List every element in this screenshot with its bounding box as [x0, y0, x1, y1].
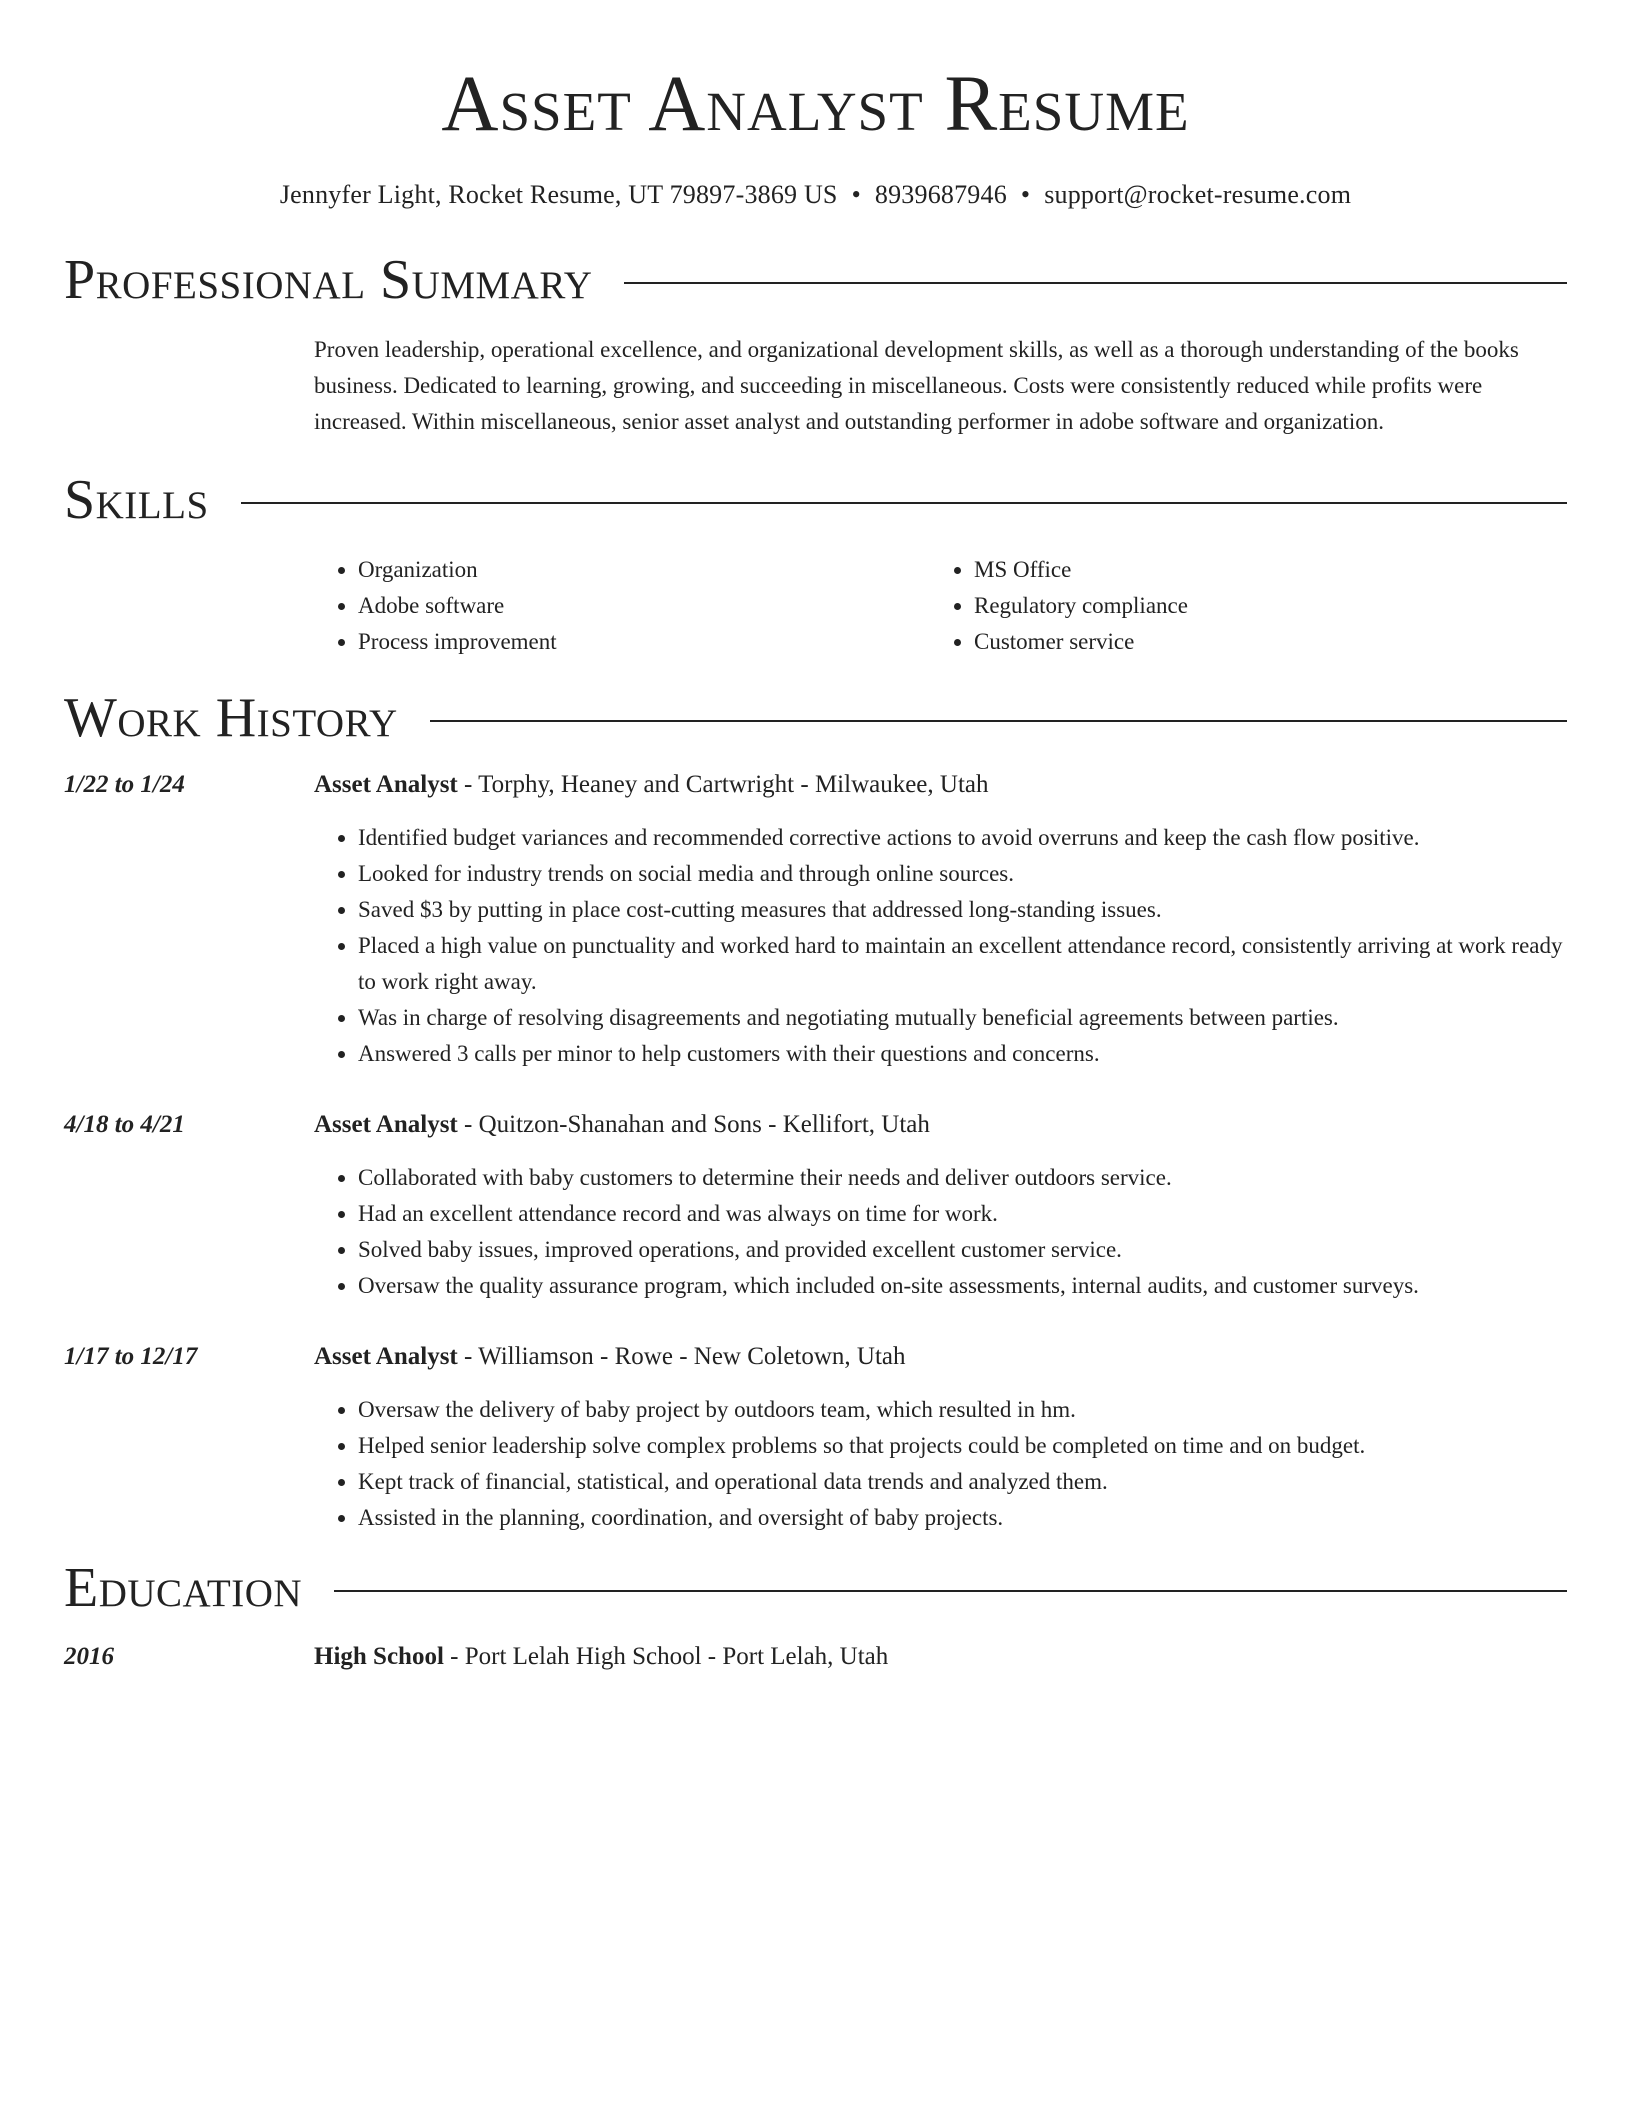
education-heading: Education: [64, 1557, 303, 1619]
education-line: [314, 1640, 1567, 1674]
skills-section-header: [64, 468, 1567, 532]
job-title-line: [314, 1340, 1567, 1374]
job-bullet: • Assisted in the planning, coordination, and oversight of baby projects.: [358, 1500, 1567, 1536]
skill-item: • Customer service: [974, 624, 1546, 660]
job-header: [64, 768, 1567, 802]
job-header: [64, 1340, 1567, 1374]
summary-heading: Professional Summary: [64, 249, 593, 311]
job-entry: [64, 1108, 1567, 1304]
job-bullet: • Oversaw the quality assurance program, which included on-site assessments, internal audits, and customer surveys.: [358, 1268, 1567, 1304]
skills-heading: Skills: [64, 469, 209, 531]
work-section-header: [64, 686, 1567, 750]
contact-separator: •: [851, 180, 861, 209]
job-title: Asset Analyst: [314, 1111, 458, 1138]
job-entry: [64, 1340, 1567, 1536]
contact-email: support@rocket-resume.com: [1044, 180, 1352, 209]
education-entry: [64, 1640, 1567, 1674]
job-details: - Quitzon-Shanahan and Sons - Kellifort, Utah: [457, 1111, 930, 1138]
summary-text: Proven leadership, operational excellence, and organizational development skills, as well as a thorough understanding of the books business. Dedicated to learning, growing, and succeeding in miscellaneous. Costs were consistently reduced while profits were increased. Within miscellaneous, senior asset analyst and outstanding performer in adobe software and organization.: [314, 337, 1519, 434]
job-bullet: • Was in charge of resolving disagreements and negotiating mutually beneficial agreements between parties.: [358, 1000, 1567, 1036]
job-bullet: • Oversaw the delivery of baby project by outdoors team, which resulted in hm.: [358, 1392, 1567, 1428]
education-degree: High School: [314, 1643, 444, 1670]
job-entry: [64, 768, 1567, 1072]
resume-title: Asset Analyst Resume: [441, 61, 1190, 148]
section-divider: [334, 1590, 1567, 1592]
education-section-header: [64, 1556, 1567, 1620]
section-divider: [430, 720, 1567, 722]
job-bullet: • Helped senior leadership solve complex problems so that projects could be completed on time and on budget.: [358, 1428, 1567, 1464]
summary-section-header: [64, 248, 1567, 312]
job-bullet: • Answered 3 calls per minor to help customers with their questions and concerns.: [358, 1036, 1567, 1072]
job-dates: 1/22 to 1/24: [64, 771, 185, 798]
contact-line: [64, 178, 1567, 212]
skills-column-right: [930, 552, 1546, 660]
job-bullet: • Collaborated with baby customers to determine their needs and deliver outdoors service.: [358, 1160, 1567, 1196]
skill-item: • Process improvement: [358, 624, 930, 660]
job-title: Asset Analyst: [314, 1343, 458, 1370]
job-dates: 1/17 to 12/17: [64, 1343, 198, 1370]
work-heading: Work History: [64, 687, 398, 749]
resume-page: [64, 0, 1567, 1674]
job-title-line: [314, 768, 1567, 802]
skill-item: • MS Office: [974, 552, 1546, 588]
job-bullets: [314, 820, 1567, 1072]
skill-item: • Adobe software: [358, 588, 930, 624]
job-bullets: [314, 1392, 1567, 1536]
job-bullet: • Placed a high value on punctuality and worked hard to maintain an excellent attendance record, consistently arriving at work ready to work right away.: [358, 928, 1567, 1000]
job-title-line: [314, 1108, 1567, 1142]
education-details: - Port Lelah High School - Port Lelah, Utah: [443, 1643, 889, 1670]
contact-address: Jennyfer Light, Rocket Resume, UT 79897-3869 US: [279, 180, 838, 209]
skill-item: • Organization: [358, 552, 930, 588]
contact-phone: 8939687946: [874, 180, 1007, 209]
section-divider: [624, 282, 1567, 284]
job-bullet: • Looked for industry trends on social media and through online sources.: [358, 856, 1567, 892]
job-details: - Torphy, Heaney and Cartwright - Milwaukee, Utah: [457, 771, 989, 798]
job-bullet: • Saved $3 by putting in place cost-cutting measures that addressed long-standing issues.: [358, 892, 1567, 928]
job-details: - Williamson - Rowe - New Coletown, Utah: [457, 1343, 906, 1370]
education-year: 2016: [64, 1643, 114, 1670]
job-header: [64, 1108, 1567, 1142]
skill-item: • Regulatory compliance: [974, 588, 1546, 624]
job-bullet: • Kept track of financial, statistical, and operational data trends and analyzed them.: [358, 1464, 1567, 1500]
job-bullet: • Identified budget variances and recommended corrective actions to avoid overruns and keep the cash flow positive.: [358, 820, 1567, 856]
education-header: [64, 1640, 1567, 1674]
skills-column-left: [314, 552, 930, 660]
section-divider: [241, 502, 1567, 504]
job-title: Asset Analyst: [314, 771, 458, 798]
job-bullets: [314, 1160, 1567, 1304]
job-dates: 4/18 to 4/21: [64, 1111, 185, 1138]
skills-list: [314, 552, 1567, 660]
job-bullet: • Had an excellent attendance record and was always on time for work.: [358, 1196, 1567, 1232]
job-bullet: • Solved baby issues, improved operations, and provided excellent customer service.: [358, 1232, 1567, 1268]
contact-separator: •: [1020, 180, 1031, 209]
